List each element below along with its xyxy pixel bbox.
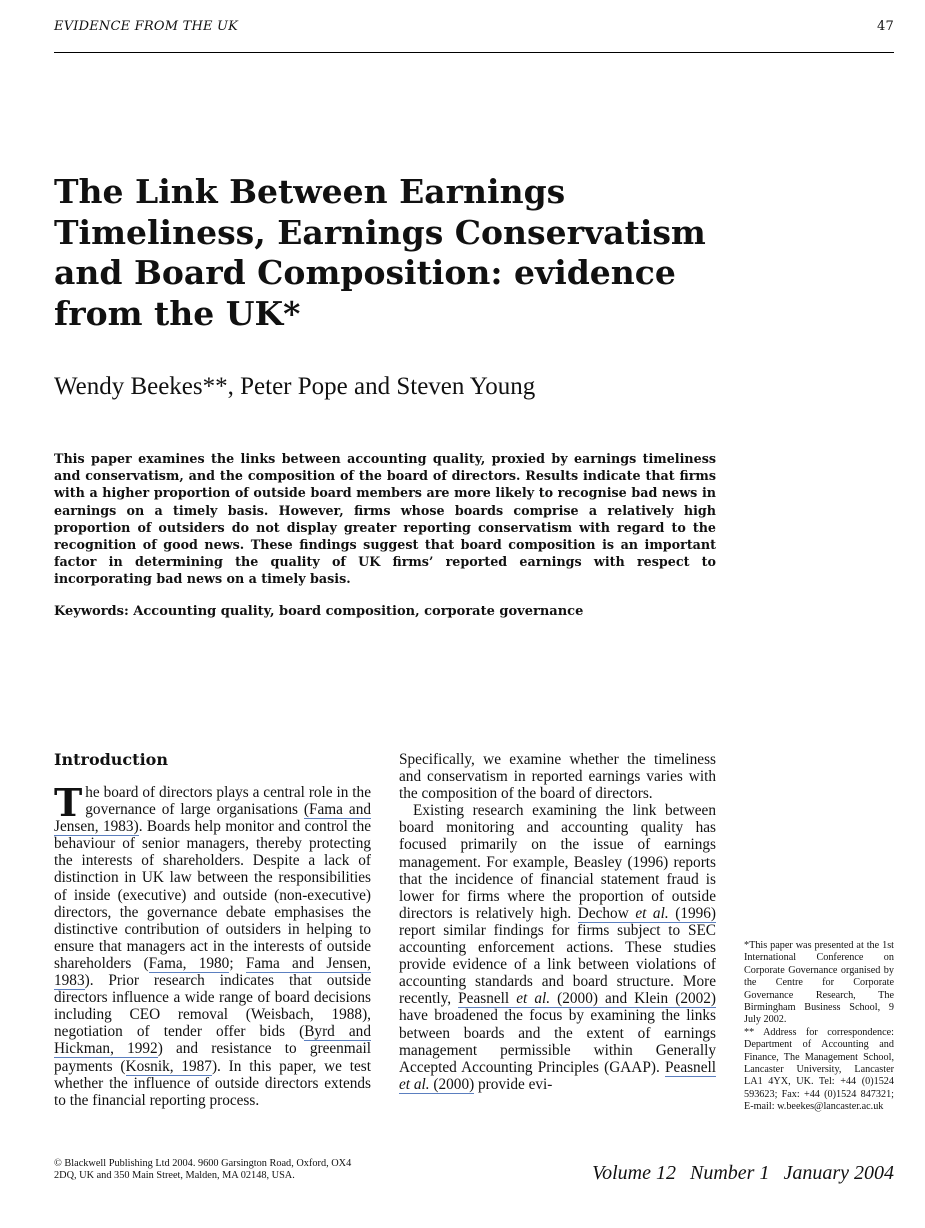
running-head-title: EVIDENCE FROM THE UK [54, 19, 239, 34]
body-text: have broadened the focus by examining the links between boards and the extent of earnings management permissible within Generally Accepted Accounting Principles (GAAP). [399, 1007, 716, 1076]
citation-link[interactable]: Byrd and Hickman, 1992 [54, 1023, 371, 1058]
copyright-line: 2DQ, UK and 350 Main Street, Malden, MA 02148, USA. [54, 1170, 295, 1182]
intro-text: ). In this paper, we test whether the influence of outside directors extends to the financial reporting process. [54, 1057, 371, 1109]
header-rule [54, 52, 894, 53]
copyright-line: © Blackwell Publishing Ltd 2004. 9600 Garsington Road, Oxford, OX4 [54, 1158, 352, 1169]
issue-number: Number 1 [690, 1162, 770, 1184]
intro-text: he board of directors plays a central role in the governance of large organisations [85, 784, 371, 819]
page-number: 47 [877, 19, 894, 34]
intro-text: ; [229, 954, 246, 972]
citation-link[interactable]: Fama, 1980 [148, 954, 230, 972]
volume: Volume 12 [592, 1162, 676, 1184]
footnote [744, 940, 894, 1114]
intro-paragraph [54, 780, 372, 1109]
column-left [54, 750, 371, 1109]
copyright-notice [54, 1158, 414, 1183]
intro-text: . Boards help monitor and control the behaviour of senior managers, thereby protecting the interests of shareholders. Despite a lack of distinction in UK law between the responsibilities of inside (executive) and outside (non-executive) directors, the governance debate emphasises the distinctive contribution of outsiders in helping to ensure that managers act in the interests of outside shareholders ( [54, 818, 372, 972]
body-text: Existing research examining the link between board monitoring and accounting quality has focused primarily on the issue of earnings management. For example, Beasley (1996) reports that the incidence of financial statement fraud is lower for firms where the proportion of outside directors is relatively high. [399, 802, 716, 922]
issue-date: January 2004 [783, 1162, 894, 1184]
footnote-presentation: *This paper was presented at the 1st International Conference on Corporate Governance organised by the Centre for Corporate Governance Research, The Birmingham Business School, 9 July 2002. [744, 940, 894, 1026]
column-right [399, 751, 716, 1093]
abstract: This paper examines the links between accounting quality, proxied by earnings timeliness and conservatism, and the composition of the board of directors. Results indicate that firms with a higher proportion of outside board members are more likely to recognise bad news in earnings on a timely basis. However, firms whose boards comprise a relatively high proportion of outsiders do not display greater reporting conservatism with regard to the recognition of good news. These findings suggest that board composition is an important factor in determining the quality of UK firms’ reported earnings with respect to incorporating bad news on a timely basis. [54, 451, 716, 587]
footnote-correspondence: ** Address for correspondence: Department of Accounting and Finance, The Management School, Lancaster University, Lancaster LA1 4YX, UK. Tel: +44 (0)1524 593623; Fax: +44 (0)1524 847321; E-mail: w.beekes@lancaster.ac.uk [744, 1026, 894, 1113]
running-head [54, 19, 894, 37]
citation-link[interactable]: (Fama and Jensen, 1983) [54, 801, 371, 836]
citation-link[interactable]: Fama and Jensen, 1983 [54, 954, 371, 990]
intro-text: ). Prior research indicates that outside directors influence a wide range of board decisions including CEO removal (Weisbach, 1988), negotiation of tender offer bids ( [54, 972, 371, 1041]
citation-link[interactable]: Peasnell et al. (2000) [399, 1058, 716, 1093]
body-paragraph [399, 802, 716, 1093]
body-text: report similar findings for firms subject to SEC accounting enforcement actions. These studies provide evidence of a link between violations of accounting standards and board structure. More recently, [399, 921, 716, 1008]
drop-cap: T [54, 780, 83, 825]
section-heading-introduction: Introduction [54, 750, 168, 769]
keywords: Keywords: Accounting quality, board composition, corporate governance [54, 604, 584, 619]
intro-text: ) and resistance to greenmail payments ( [54, 1040, 371, 1075]
citation-link[interactable]: Kosnik, 1987 [125, 1057, 212, 1075]
article-title: The Link Between Earnings Timeliness, Earnings Conservatism and Board Composition: evidence from the UK* [54, 172, 706, 333]
body-text: provide evi- [474, 1075, 553, 1093]
citation-link[interactable]: Dechow et al. (1996) [577, 904, 717, 922]
issue-info [560, 1161, 894, 1185]
citation-link[interactable]: Peasnell et al. (2000) and Klein (2002) [458, 990, 717, 1008]
body-paragraph: Specifically, we examine whether the timeliness and conservatism in reported earnings varies with the composition of the board of directors. [399, 751, 716, 803]
author-list: Wendy Beekes**, Peter Pope and Steven Young [54, 373, 536, 400]
